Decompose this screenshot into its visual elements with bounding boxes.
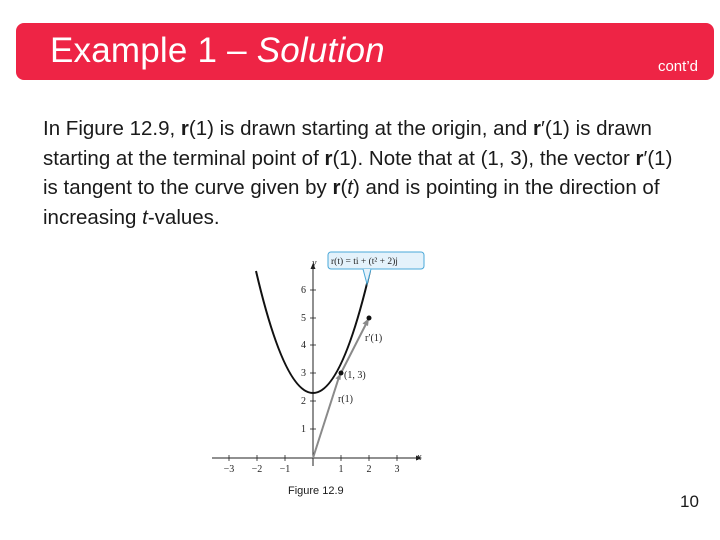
body-paragraph: In Figure 12.9, r(1) is drawn starting at the origin, and r′(1) is drawn starting at the terminal point of r(1). Note that at (1, 3), the vector r′(1) is tangent to the curve given by r(t) and is pointing in the direction of increasing t-values. — [43, 117, 673, 229]
page-number: 10 — [680, 492, 699, 511]
y-tick-label: 4 — [301, 340, 306, 351]
x-tick-label: −1 — [279, 464, 291, 475]
figure-caption: Figure 12.9 — [288, 485, 344, 497]
y-axis-label: y — [312, 258, 317, 269]
vector-r1 — [313, 377, 339, 458]
y-tick-label: 6 — [301, 285, 306, 296]
y-tick-label: 2 — [301, 396, 306, 407]
equation-text: r(t) = ti + (t² + 2)j — [331, 257, 398, 267]
point-1-3 — [339, 371, 344, 376]
y-tick-label: 3 — [301, 368, 306, 379]
x-tick-label: 2 — [366, 464, 372, 475]
vector-rprime1-label: r′(1) — [365, 333, 383, 344]
y-tick-label: 1 — [301, 424, 306, 435]
parabola-figure — [209, 244, 437, 480]
continued-label: cont’d — [657, 58, 698, 75]
callout-pointer — [363, 269, 371, 284]
point-label: (1, 3) — [344, 370, 366, 381]
x-tick-label: 1 — [338, 464, 344, 475]
y-tick-labels — [301, 285, 306, 435]
x-tick-labels — [224, 464, 400, 475]
vector-r1-label: r(1) — [338, 394, 353, 405]
point-rprime-tip — [367, 316, 372, 321]
slide-title: Example 1 – Solution — [50, 31, 385, 70]
y-tick-label: 5 — [301, 313, 306, 324]
x-tick-label: −3 — [223, 464, 235, 475]
x-tick-label: 3 — [394, 464, 400, 475]
title-bar — [16, 23, 714, 80]
x-axis-label: x — [417, 452, 422, 463]
x-tick-label: −2 — [251, 464, 263, 475]
figure-12-9 — [209, 244, 437, 480]
